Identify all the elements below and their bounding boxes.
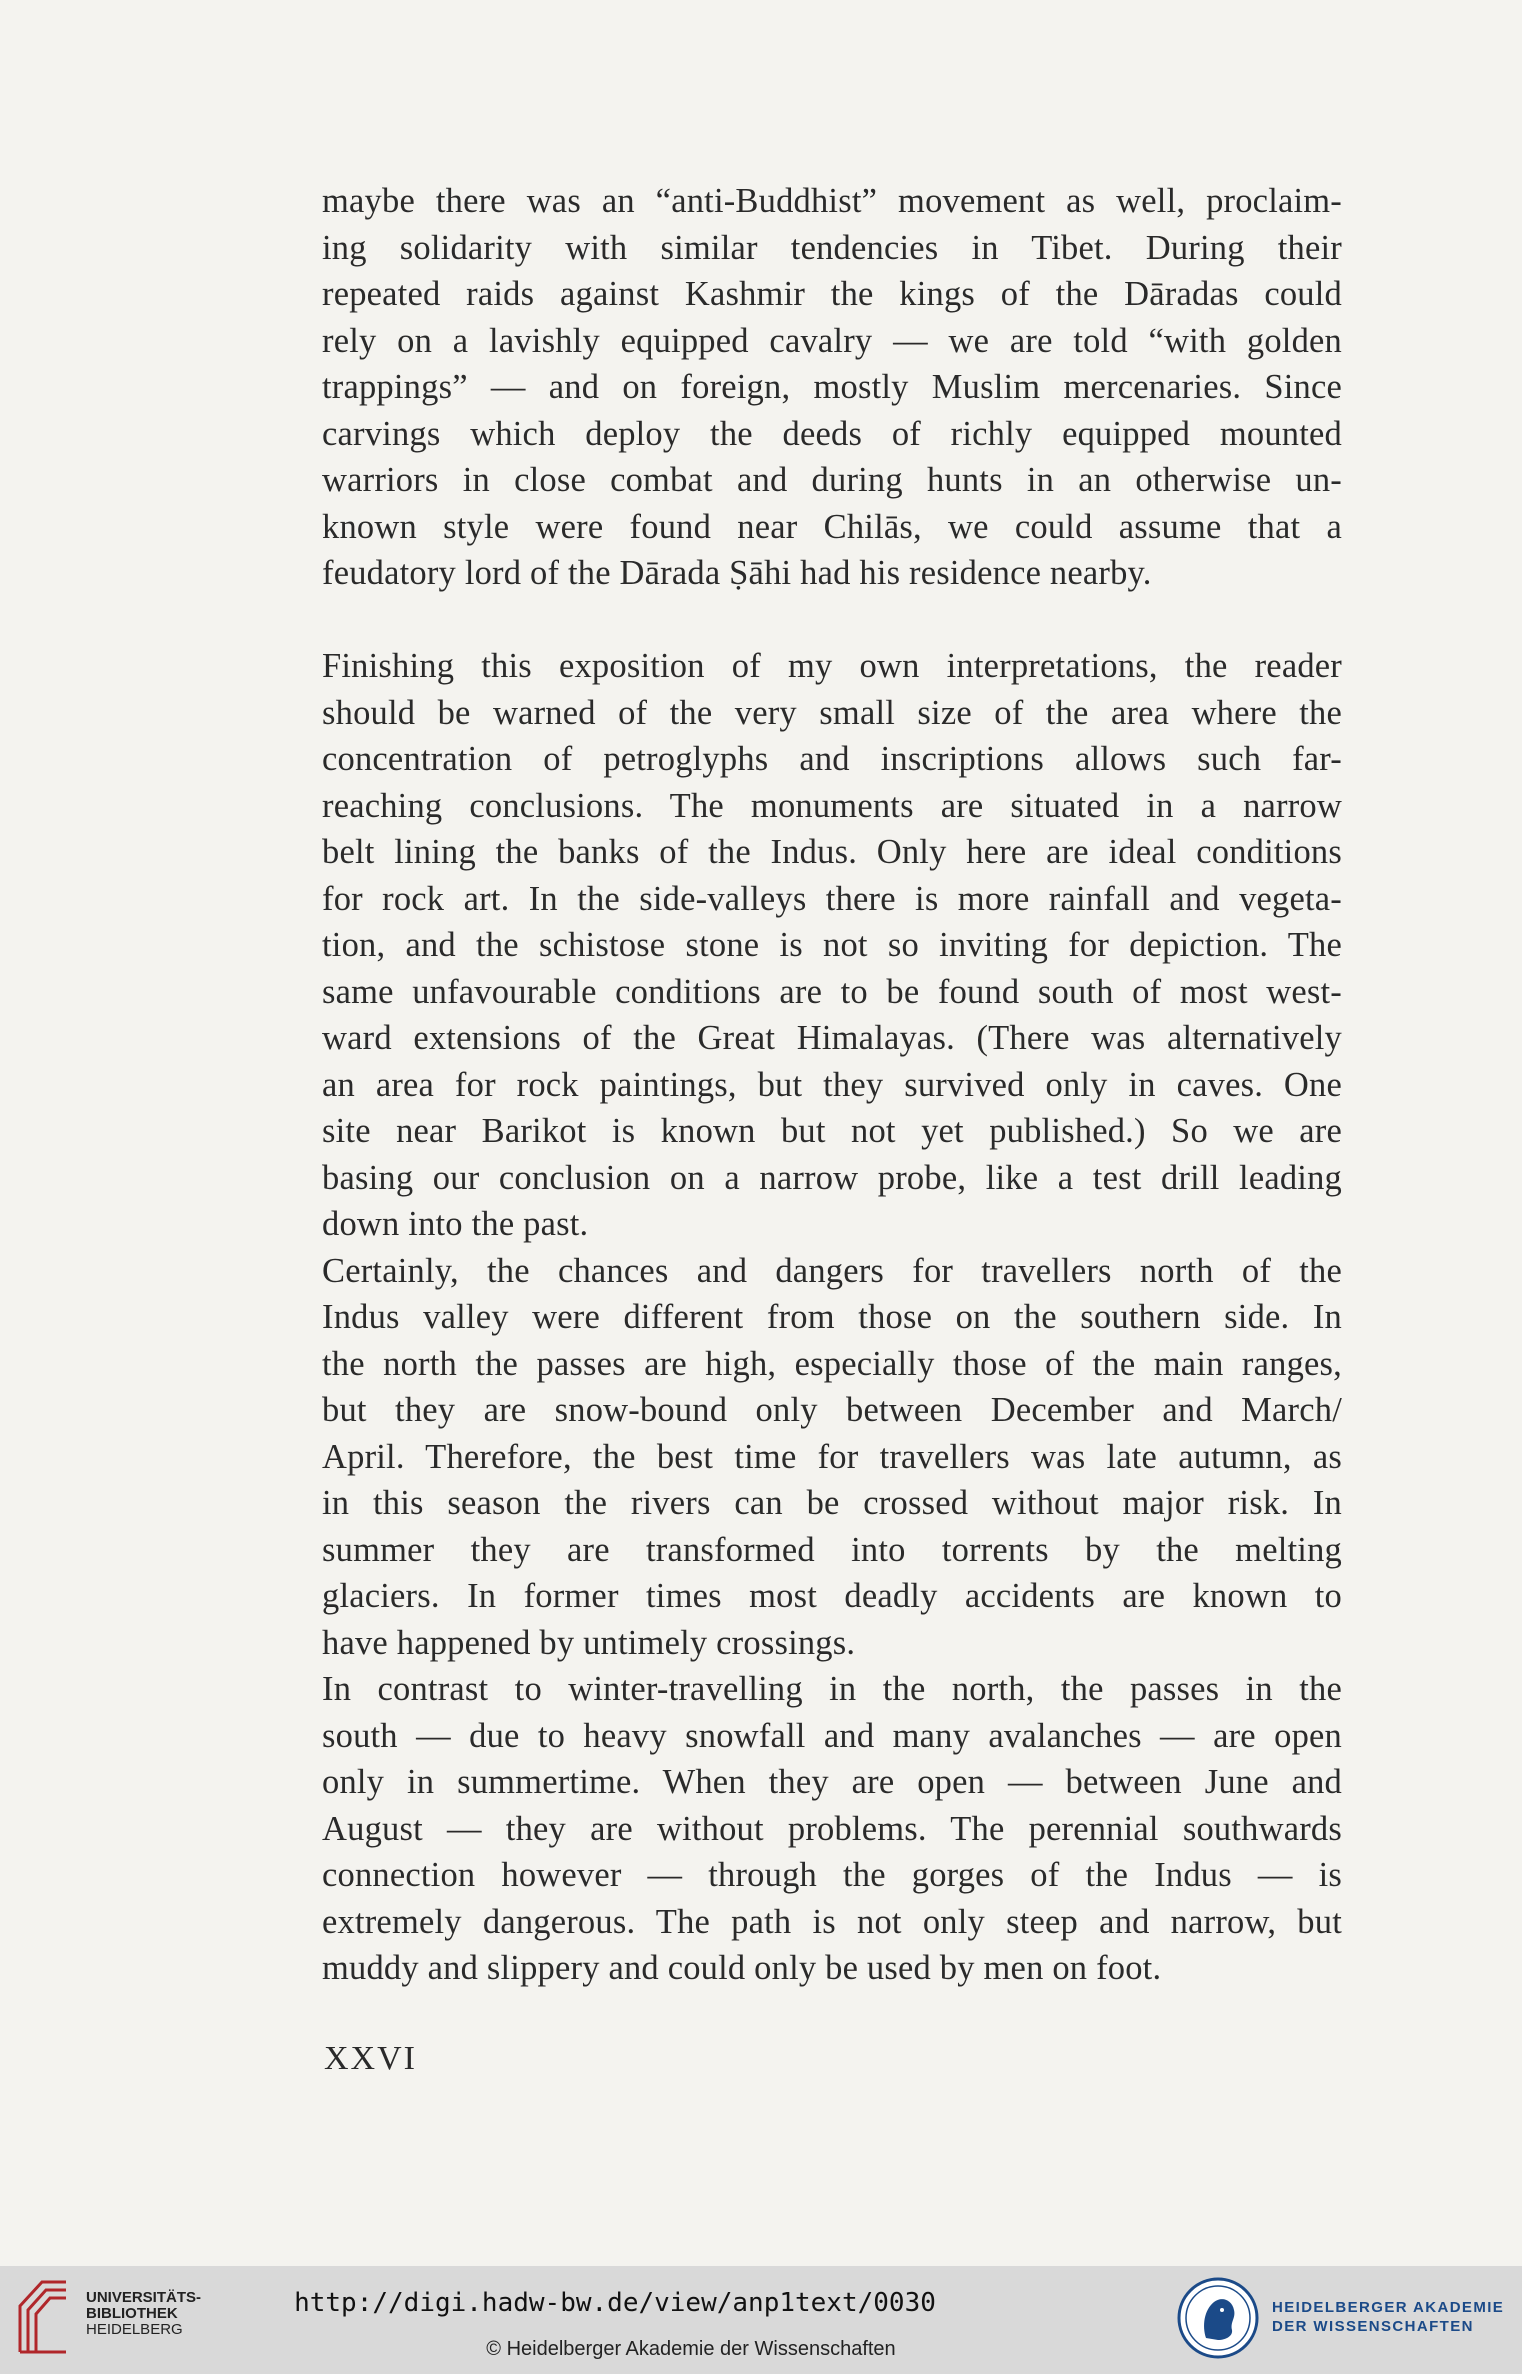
academy-line-1: HEIDELBERGER AKADEMIE	[1272, 2299, 1505, 2316]
text-line: rely on a lavishly equipped cavalry — we are told “with golden	[322, 321, 1342, 360]
body-text	[322, 178, 1342, 1992]
text-line: August — they are without problems. The perennial southwards	[322, 1809, 1342, 1848]
text-line: Finishing this exposition of my own interpretations, the reader	[322, 647, 1342, 685]
copyright-notice: © Heidelberger Akademie der Wissenschaften	[486, 2338, 896, 2360]
page-number: XXVI	[324, 2040, 417, 2077]
text-line: site near Barikot is known but not yet published.) So we are	[322, 1112, 1342, 1150]
text-line: In contrast to winter-travelling in the north, the passes in the	[322, 1670, 1342, 1708]
text-line: muddy and slippery and could only be used by men on foot.	[322, 1949, 1162, 1987]
text-line: but they are snow-bound only between December and March/	[322, 1391, 1342, 1429]
text-line: only in summertime. When they are open — between June and	[322, 1763, 1342, 1801]
text-line: repeated raids against Kashmir the kings of the Dāradas could	[322, 275, 1342, 313]
text-line: have happened by untimely crossings.	[322, 1623, 856, 1662]
text-line: tion, and the schistose stone is not so inviting for depiction. The	[322, 926, 1342, 964]
text-line: the north the passes are high, especially those of the main ranges,	[322, 1344, 1342, 1383]
text-line: should be warned of the very small size of the area where the	[322, 693, 1342, 732]
document-url-link[interactable]: http://digi.hadw-bw.de/view/anp1text/0030	[294, 2288, 936, 2318]
text-line: down into the past.	[322, 1205, 589, 1243]
text-line: trappings” — and on foreign, mostly Muslim mercenaries. Since	[322, 368, 1342, 406]
text-line: concentration of petroglyphs and inscriptions allows such far-	[322, 740, 1342, 778]
text-line: basing our conclusion on a narrow probe, like a test drill leading	[322, 1158, 1342, 1197]
text-line: carvings which deploy the deeds of richly equipped mounted	[322, 414, 1342, 453]
academy-line-2: DER WISSENSCHAFTEN	[1272, 2318, 1474, 2335]
text-line: maybe there was an “anti-Buddhist” movement as well, proclaim-	[322, 182, 1342, 220]
paragraph	[322, 1666, 1342, 1992]
text-line: south — due to heavy snowfall and many avalanches — are open	[322, 1716, 1342, 1755]
text-line: an area for rock paintings, but they survived only in caves. One	[322, 1065, 1342, 1104]
text-line: April. Therefore, the best time for travellers was late autumn, as	[322, 1437, 1342, 1476]
text-line: belt lining the banks of the Indus. Only here are ideal conditions	[322, 833, 1342, 871]
academy-name	[1272, 2298, 1504, 2336]
paragraph-gap	[322, 597, 1342, 644]
text-line: summer they are transformed into torrents by the melting	[322, 1530, 1342, 1569]
text-line: Certainly, the chances and dangers for travellers north of the	[322, 1251, 1342, 1290]
text-line: connection however — through the gorges of the Indus — is	[322, 1856, 1342, 1894]
text-line: glaciers. In former times most deadly accidents are known to	[322, 1577, 1342, 1615]
text-line: feudatory lord of the Dārada Ṣāhi had his residence nearby.	[322, 554, 1152, 592]
text-line: known style were found near Chilās, we could assume that a	[322, 507, 1342, 546]
paragraph	[322, 178, 1342, 597]
library-line-1: UNIVERSITÄTS-	[86, 2289, 202, 2306]
library-line-3: HEIDELBERG	[86, 2321, 183, 2338]
text-line: extremely dangerous. The path is not only steep and narrow, but	[322, 1902, 1342, 1941]
text-line: ward extensions of the Great Himalayas. (There was alternatively	[322, 1019, 1342, 1057]
text-line: warriors in close combat and during hunts in an otherwise un-	[322, 461, 1342, 499]
text-line: Indus valley were different from those on the southern side. In	[322, 1298, 1342, 1336]
academy-seal-icon[interactable]	[1176, 2276, 1260, 2360]
text-line: ing solidarity with similar tendencies in Tibet. During their	[322, 228, 1342, 267]
paragraph	[322, 643, 1342, 1248]
text-line: in this season the rivers can be crossed without major risk. In	[322, 1484, 1342, 1522]
text-line: same unfavourable conditions are to be found south of most west-	[322, 972, 1342, 1011]
library-line-2: BIBLIOTHEK	[86, 2305, 178, 2322]
paragraph	[322, 1248, 1342, 1667]
text-line: reaching conclusions. The monuments are situated in a narrow	[322, 786, 1342, 825]
text-line: for rock art. In the side-valleys there is more rainfall and vegeta-	[322, 879, 1342, 918]
